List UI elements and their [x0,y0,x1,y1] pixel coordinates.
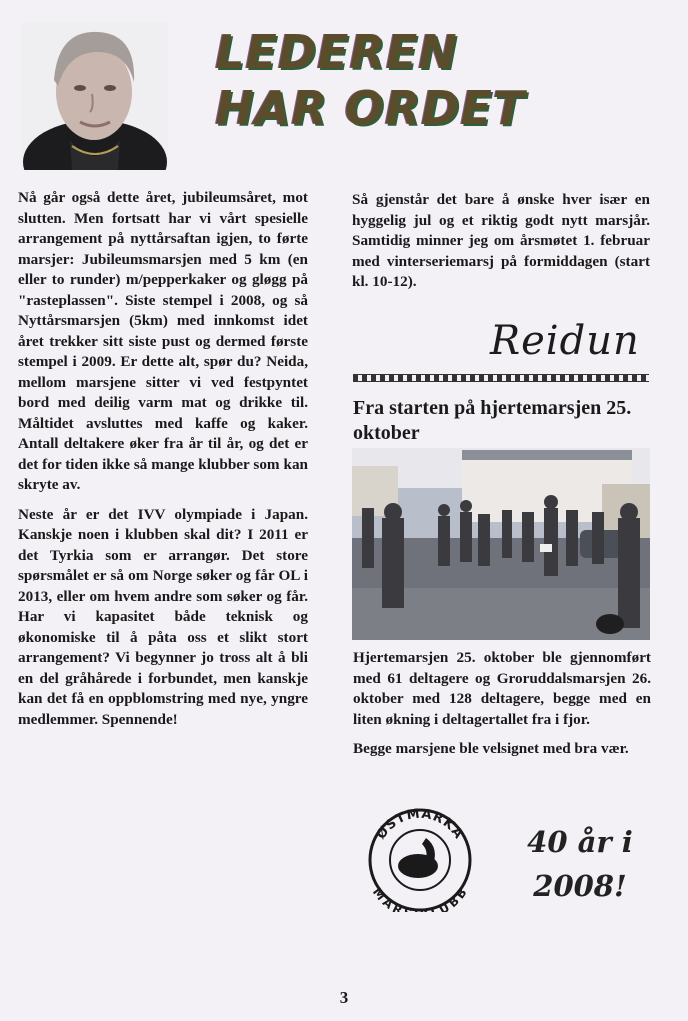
signature: Reidun [490,318,640,364]
left-column [18,188,308,739]
event-photo [352,448,650,640]
closing-paragraph: Så gjenstår det bare å ønske hver især en hyggelig jul og et riktig godt nytt marsjår. Samtidig minner jeg om årsmøtet 1. februar med vinterseriemarsj på formiddagen (start kl. 10-12). [352,191,650,290]
club-logo [360,808,480,912]
article-paragraph-1: Hjertemarsjen 25. oktober ble gjennomført med 61 deltagere og Groruddalsmarsjen 26. oktober med 128 deltagere, begge med en liten økning i deltagertallet fra i fjor. [353,649,651,728]
article-title: Fra starten på hjertemarsjen 25. oktober [353,397,632,444]
article-paragraph-2: Begge marsjene ble velsignet med bra vær. [353,740,629,757]
page-number: 3 [339,988,349,1007]
anniversary-line-1: 40 år i [527,825,633,859]
author-portrait [22,22,168,170]
left-paragraph-2: Neste år er det IVV olympiade i Japan. Kanskje noen i klubben skal dit? I 2011 er det Tyrkia som er arrangør. Det store spørsmålet er så om Norge søker og får OL i 2013, eller om hvem andre som søker og får. Har vi kapasitet både teknisk og økonomiske til å påta oss et slikt stort arrangement? Vi begynner jo tross alt å bli en del gråhårede i forbundet, men kanskje kan det få en oppblomstring med nye, yngre medlemmer. Spennende! [18,505,308,728]
anniversary-badge [510,820,650,908]
headline [215,24,595,136]
left-paragraph-1: Nå går også dette året, jubileumsåret, mot slutten. Men fortsatt har vi vårt spesielle arrangement på nyttårsaftan igjen, to førte marsjer: Jubileumsmarsjen med 5 km (en eller to runder) m/pepperkaker og gløgg på "rasteplassen". Siste stempel i 2008, og så Nyttårsmarsjen (5km) med innkomst idet året trekker sitt siste pust og dermed første stempel i 2009. Er dette alt, spør du? Neida, mellom marsjene sitter vi ved festpyntet bord med deilig varm mat og drikke til. Måltidet avsluttes med kaffe og kaker. Antall deltakere øker fra år til år, og det er det for tiden ikke så mange klubber som kan skryte av. [18,189,308,493]
anniversary-line-2: 2008! [533,869,627,903]
right-column-bottom [353,648,651,769]
logo-top-text: ØSTMARKA [373,808,467,843]
right-column-top [352,190,650,302]
logo-bottom-text: MAR UBB [369,884,471,912]
decorative-divider [353,374,649,382]
headline-line-1: LEDEREN [215,25,458,79]
headline-line-2: HAR ORDET [215,81,526,135]
